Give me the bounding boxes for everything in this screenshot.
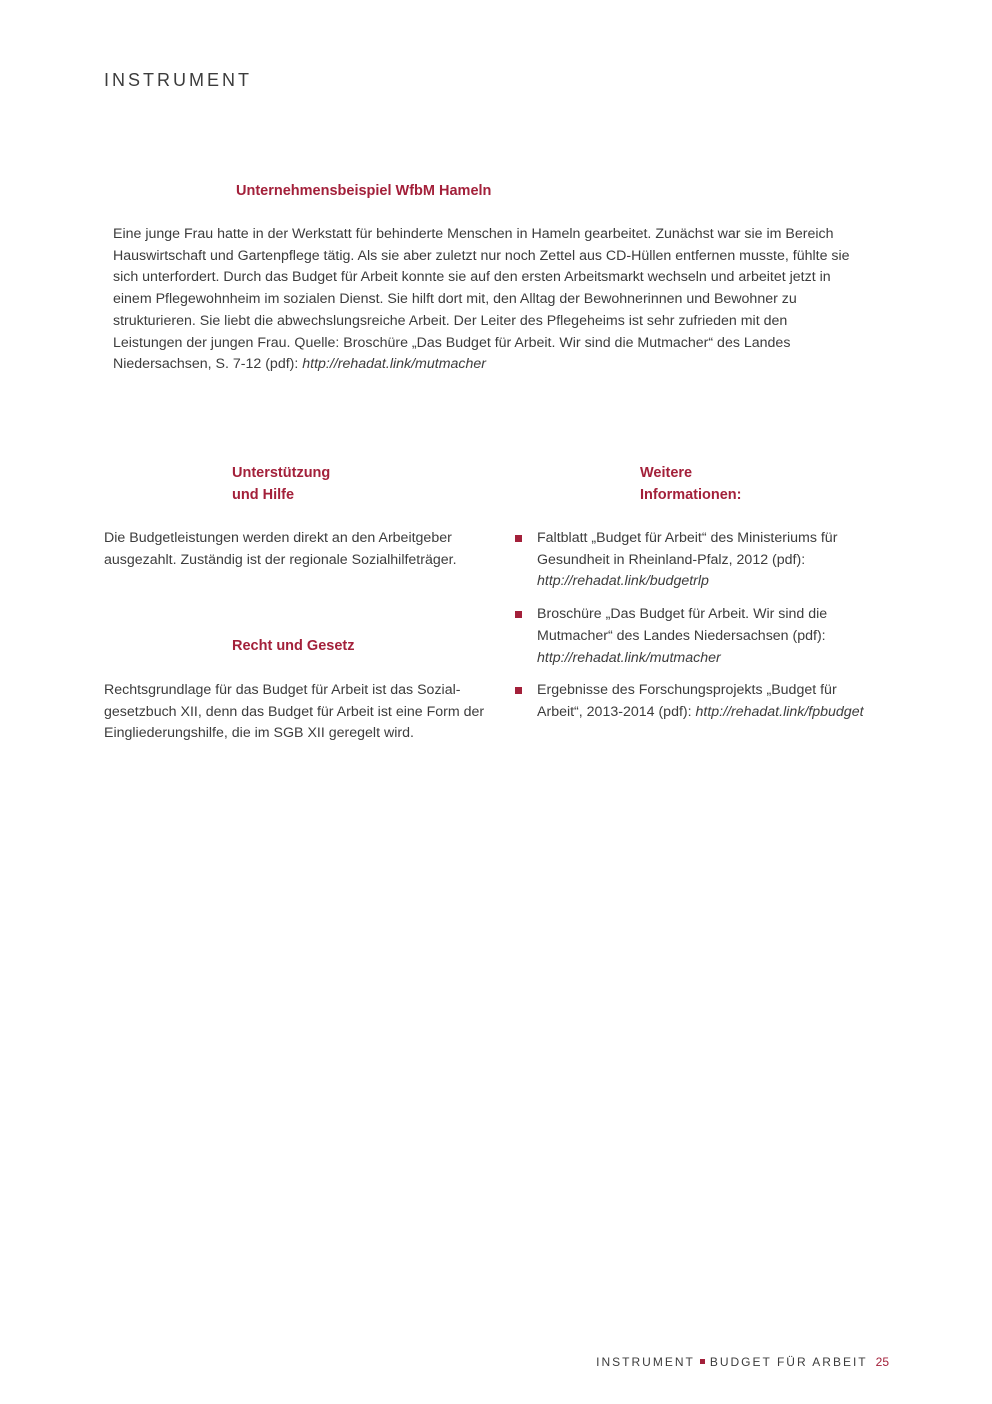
section-title: INSTRUMENT: [104, 70, 252, 90]
info-item-url[interactable]: http://rehadat.link/budgetrlp: [537, 573, 709, 590]
law-heading: Recht und Gesetz: [232, 638, 355, 654]
info-list-item: [515, 604, 875, 669]
info-list-item: [515, 528, 875, 593]
info-item-text: Broschüre „Das Budget für Arbeit. Wir sind die Mutmacher“ des Landes Niedersachsen (pdf):: [537, 606, 828, 644]
info-list-item: [515, 680, 875, 723]
support-heading-line1: Unterstützung: [232, 465, 331, 481]
bullet-square-icon: [515, 535, 522, 542]
page-number: 25: [875, 1355, 889, 1369]
info-list: [515, 528, 875, 724]
support-heading-line2: und Hilfe: [232, 486, 295, 503]
example-url[interactable]: http://rehadat.link/mutmacher: [302, 356, 487, 373]
footer-separator-icon: [700, 1359, 705, 1364]
support-text-block: [104, 528, 489, 571]
info-item-url[interactable]: http://rehadat.link/fpbudget: [695, 703, 864, 720]
law-text-block: [104, 680, 489, 745]
example-text-block: [113, 224, 858, 376]
footer-title: BUDGET FÜR ARBEIT: [709, 1355, 868, 1369]
info-item-url[interactable]: http://rehadat.link/mutmacher: [537, 649, 721, 666]
page-footer: [596, 1355, 889, 1369]
info-heading-line1: Weitere: [640, 465, 693, 481]
footer-section: INSTRUMENT: [596, 1355, 695, 1369]
bullet-square-icon: [515, 687, 522, 694]
info-item-text: Ergebnisse des Forschungsprojekts „Budget für Arbeit“, 2013-2014 (pdf):: [537, 682, 837, 720]
info-heading: [640, 463, 742, 506]
bullet-square-icon: [515, 611, 522, 618]
info-list-block: [515, 528, 875, 735]
example-text: Eine junge Frau hatte in der Werkstatt für behinderte Menschen in Hameln gearbeitet. Zunächst war sie im Bereich Hauswirtschaft und Gartenpflege tätig. Als sie aber zuletzt nur noch Zettel aus CD-Hüllen entfernen musste, fühlte sie sich unterfordert. Durch das Budget für Arbeit konnte sie auf den ersten Arbeitsmarkt wechseln und arbeitet jetzt in einem Pflegewohnheim im sozialen Dienst. Sie hilft dort mit, den Alltag der Bewohnerinnen und Bewohner zu strukturieren. Sie liebt die abwechslungsreiche Arbeit. Der Leiter des Pflegeheims ist sehr zufrieden mit den Leistungen der jungen Frau. Quelle: Broschüre „Das Budget für Arbeit. Wir sind die Mutmacher“ des Landes Niedersachsen, S. 7-12 (pdf):: [113, 226, 850, 373]
info-heading-line2: Informationen:: [640, 486, 742, 503]
law-text: Rechtsgrundlage für das Budget für Arbeit ist das Sozial-gesetzbuch XII, denn das Budget für Arbeit ist eine Form der Eingliederungshilfe, die im SGB XII geregelt wird.: [104, 682, 485, 742]
support-text: Die Budgetleistungen werden direkt an den Arbeitgeber ausgezahlt. Zuständig ist der regionale Sozialhilfeträger.: [104, 530, 457, 568]
example-heading: Unternehmensbeispiel WfbM Hameln: [236, 183, 492, 199]
support-heading: [232, 463, 330, 506]
info-item-text: Faltblatt „Budget für Arbeit“ des Ministeriums für Gesundheit in Rheinland-Pfalz, 2012 (pdf):: [537, 530, 838, 568]
